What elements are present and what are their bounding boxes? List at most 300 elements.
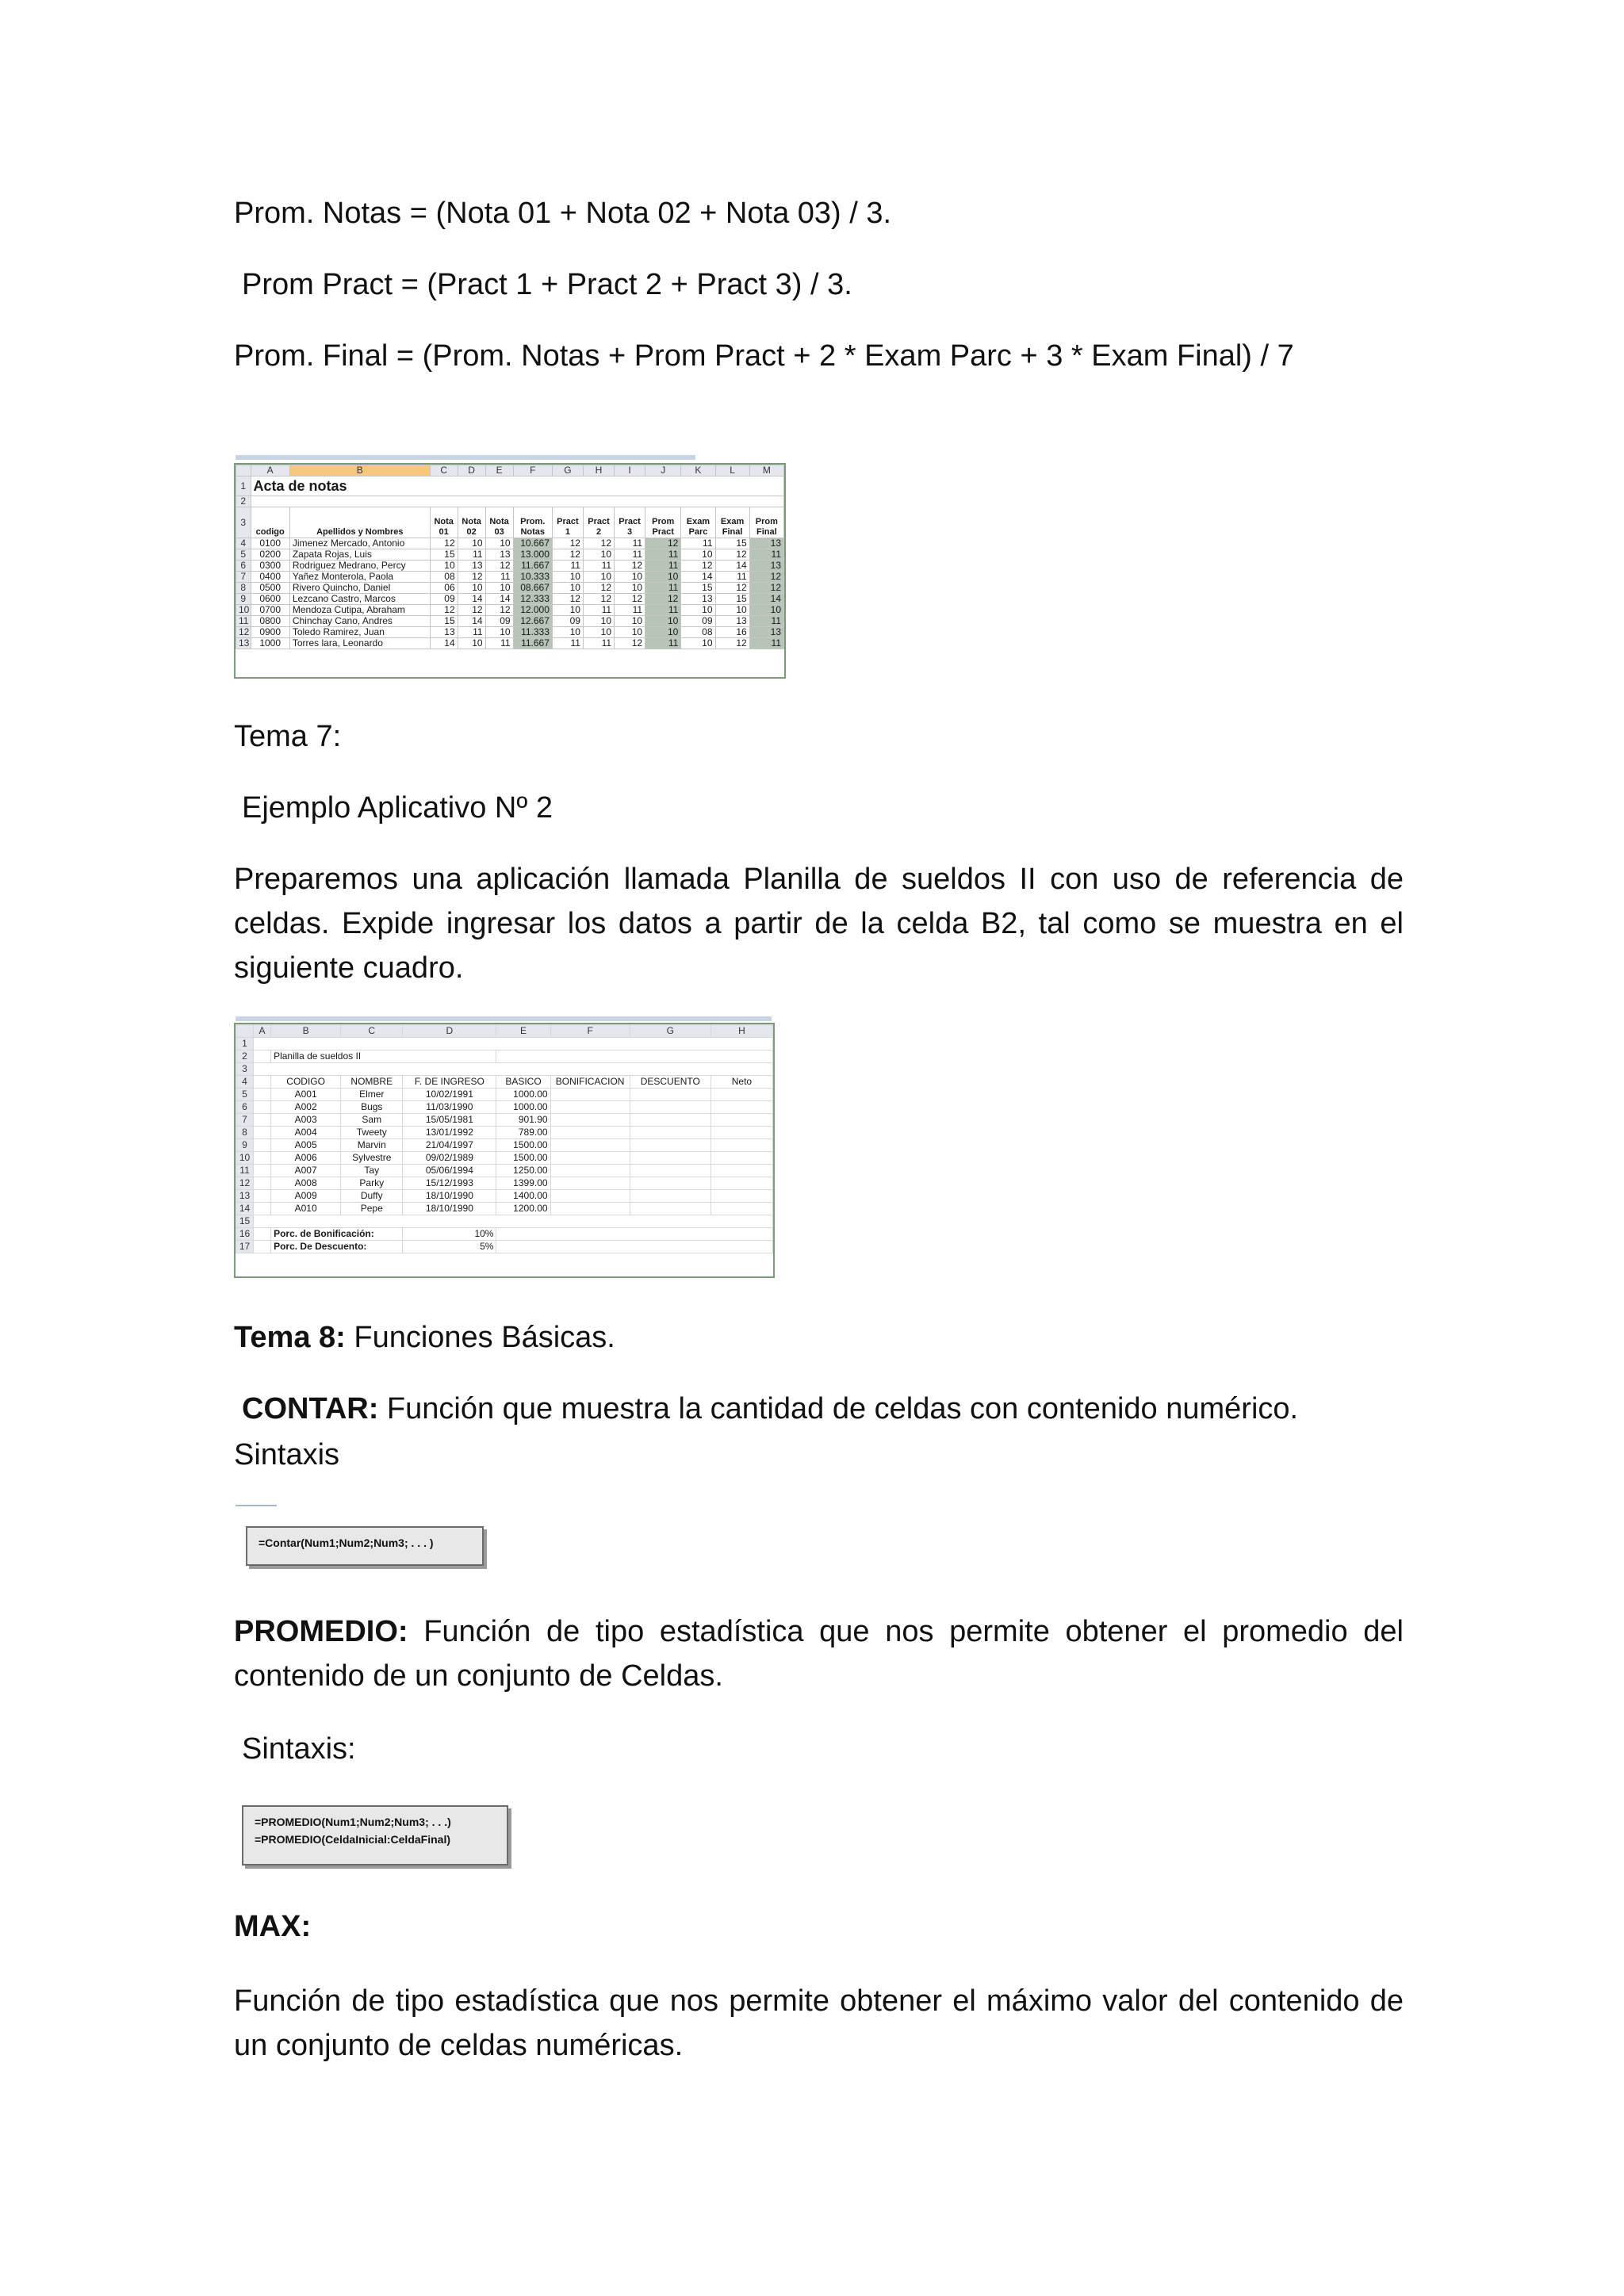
column-header: H bbox=[710, 1025, 772, 1038]
column-header: D bbox=[458, 465, 485, 476]
table-cell: 14 bbox=[749, 594, 783, 605]
column-header: A bbox=[251, 465, 289, 476]
table-cell: 10 bbox=[552, 572, 583, 583]
header-row bbox=[236, 507, 784, 538]
table-cell bbox=[630, 1165, 710, 1177]
descuento-row: 17 Porc. De Descuento: 5% bbox=[236, 1241, 773, 1253]
table-cell: 15 bbox=[430, 616, 458, 627]
table-body bbox=[236, 1089, 773, 1215]
table-cell bbox=[254, 1139, 271, 1152]
table-cell: 0300 bbox=[251, 561, 289, 572]
table-cell: 11 bbox=[645, 583, 681, 594]
row-number: 10 bbox=[236, 1152, 254, 1165]
table-cell: 10 bbox=[552, 583, 583, 594]
table-cell bbox=[550, 1127, 630, 1139]
table-cell: 13 bbox=[430, 627, 458, 638]
table-cell: Sam bbox=[341, 1114, 403, 1127]
table-cell: 1000.00 bbox=[496, 1101, 550, 1114]
table-cell: 15 bbox=[715, 594, 749, 605]
table-cell: 12 bbox=[552, 538, 583, 549]
promedio-description bbox=[234, 1609, 1404, 1698]
table-cell: Tweety bbox=[341, 1127, 403, 1139]
table-cell: 10 bbox=[485, 538, 513, 549]
promedio-text: Función de tipo estadística que nos permite obtener el promedio del contenido de un conjunto de Celdas. bbox=[234, 1615, 1404, 1693]
column-header: F bbox=[513, 465, 552, 476]
corner-cell bbox=[236, 465, 251, 476]
table-row bbox=[236, 1177, 773, 1190]
table-cell: 0800 bbox=[251, 616, 289, 627]
table-cell: 15/12/1993 bbox=[403, 1177, 496, 1190]
table-cell: 13 bbox=[749, 538, 783, 549]
table-cell: 09 bbox=[552, 616, 583, 627]
table-cell: Jimenez Mercado, Antonio bbox=[289, 538, 430, 549]
table-cell: 12 bbox=[430, 605, 458, 616]
table-cell: A004 bbox=[271, 1127, 341, 1139]
table-cell bbox=[550, 1152, 630, 1165]
table-cell: 13 bbox=[485, 549, 513, 561]
table-cell: 1000 bbox=[251, 638, 289, 649]
column-title: BASICO bbox=[496, 1076, 550, 1089]
title-row bbox=[236, 476, 784, 496]
sheet-toolbar-strip bbox=[236, 1016, 772, 1021]
table-row bbox=[236, 1089, 773, 1101]
row-number: 1 bbox=[236, 476, 251, 496]
row-number: 8 bbox=[236, 1127, 254, 1139]
table-cell: 0900 bbox=[251, 627, 289, 638]
table-cell bbox=[550, 1165, 630, 1177]
table-row bbox=[236, 638, 784, 649]
table-cell: 12 bbox=[615, 594, 645, 605]
contar-name: CONTAR: bbox=[242, 1392, 379, 1425]
table-cell: 06 bbox=[430, 583, 458, 594]
column-header: C bbox=[430, 465, 458, 476]
table-cell: 09 bbox=[485, 616, 513, 627]
table-cell: 12 bbox=[458, 605, 485, 616]
descuento-label: Porc. De Descuento: bbox=[271, 1241, 403, 1253]
row-number: 4 bbox=[236, 1076, 254, 1089]
table-cell: 10/02/1991 bbox=[403, 1089, 496, 1101]
table-cell: 09 bbox=[681, 616, 715, 627]
table-cell bbox=[630, 1089, 710, 1101]
table-cell: 10 bbox=[681, 605, 715, 616]
contar-text: Función que muestra la cantidad de celdas con contenido numérico. bbox=[378, 1392, 1299, 1425]
table-cell: 21/04/1997 bbox=[403, 1139, 496, 1152]
table-cell: 10 bbox=[485, 627, 513, 638]
table-cell: A006 bbox=[271, 1152, 341, 1165]
table-cell bbox=[254, 1101, 271, 1114]
bonificacion-value: 10% bbox=[403, 1228, 496, 1241]
table-cell: Bugs bbox=[341, 1101, 403, 1114]
table-row bbox=[236, 583, 784, 594]
corner-cell bbox=[236, 1025, 254, 1038]
table-cell: 0100 bbox=[251, 538, 289, 549]
contar-description bbox=[242, 1387, 1404, 1431]
table-cell: 11 bbox=[645, 549, 681, 561]
blank-row bbox=[236, 496, 784, 507]
table-cell: 11 bbox=[485, 638, 513, 649]
table-row bbox=[236, 1127, 773, 1139]
table-cell bbox=[550, 1089, 630, 1101]
row-number: 8 bbox=[236, 583, 251, 594]
table-row bbox=[236, 1139, 773, 1152]
table-cell: 12 bbox=[485, 561, 513, 572]
column-header: D bbox=[403, 1025, 496, 1038]
row-number: 13 bbox=[236, 1190, 254, 1203]
header-row bbox=[236, 1076, 773, 1089]
column-header: C bbox=[341, 1025, 403, 1038]
planilla-sueldos-table bbox=[236, 1024, 773, 1253]
table-cell: 12 bbox=[749, 583, 783, 594]
table-cell: 12 bbox=[749, 572, 783, 583]
row-number: 2 bbox=[236, 496, 251, 507]
row-number: 3 bbox=[236, 507, 251, 538]
table-cell: 11 bbox=[615, 538, 645, 549]
table-cell: 11.667 bbox=[513, 638, 552, 649]
column-title: Prom Pract bbox=[645, 507, 681, 538]
table-cell: 10 bbox=[749, 605, 783, 616]
column-title: BONIFICACION bbox=[550, 1076, 630, 1089]
row-number: 9 bbox=[236, 594, 251, 605]
table-cell: 0200 bbox=[251, 549, 289, 561]
column-title: codigo bbox=[251, 507, 289, 538]
table-cell: 10 bbox=[681, 638, 715, 649]
table-cell: A002 bbox=[271, 1101, 341, 1114]
table-cell bbox=[550, 1177, 630, 1190]
table-cell: 10 bbox=[583, 572, 614, 583]
table-cell: 11/03/1990 bbox=[403, 1101, 496, 1114]
table-cell: 18/10/1990 bbox=[403, 1203, 496, 1215]
table-cell: 11 bbox=[645, 561, 681, 572]
table-cell: 12 bbox=[715, 549, 749, 561]
table-cell: 1000.00 bbox=[496, 1089, 550, 1101]
max-description: Función de tipo estadística que nos permite obtener el máximo valor del contenido de un conjunto de celdas numéricas. bbox=[234, 1984, 1404, 2062]
table-row bbox=[236, 594, 784, 605]
table-cell: 10 bbox=[552, 605, 583, 616]
column-header: L bbox=[715, 465, 749, 476]
table-cell: 15 bbox=[681, 583, 715, 594]
table-cell: 10 bbox=[458, 583, 485, 594]
table-cell bbox=[550, 1190, 630, 1203]
table-cell: Elmer bbox=[341, 1089, 403, 1101]
column-title: Nota 03 bbox=[485, 507, 513, 538]
row-number: 7 bbox=[236, 572, 251, 583]
row-number: 9 bbox=[236, 1139, 254, 1152]
promedio-name: PROMEDIO: bbox=[234, 1615, 408, 1648]
column-title: Neto bbox=[710, 1076, 772, 1089]
table-cell: 10 bbox=[615, 616, 645, 627]
table-row bbox=[236, 605, 784, 616]
table-cell: Rivero Quincho, Daniel bbox=[289, 583, 430, 594]
table-cell: 13 bbox=[749, 627, 783, 638]
table-cell: Pepe bbox=[341, 1203, 403, 1215]
blank-row: 1 bbox=[236, 1038, 773, 1050]
table-cell: 11.333 bbox=[513, 627, 552, 638]
table-cell: A007 bbox=[271, 1165, 341, 1177]
column-header: G bbox=[630, 1025, 710, 1038]
table-cell: 12 bbox=[583, 583, 614, 594]
promedio-syntax-box bbox=[242, 1805, 508, 1866]
table-cell: 13 bbox=[681, 594, 715, 605]
table-cell: 10 bbox=[458, 538, 485, 549]
table-cell: 10 bbox=[715, 605, 749, 616]
table-cell: 10.667 bbox=[513, 538, 552, 549]
column-title: DESCUENTO bbox=[630, 1076, 710, 1089]
table-cell: 10 bbox=[615, 583, 645, 594]
descuento-value: 5% bbox=[403, 1241, 496, 1253]
table-cell: 12 bbox=[430, 538, 458, 549]
tema7-paragraph: Preparemos una aplicación llamada Planilla de sueldos II con uso de referencia de celdas. Expide ingresar los datos a partir de la celda B2, tal como se muestra en el siguiente cuadro. bbox=[234, 863, 1404, 985]
row-number: 4 bbox=[236, 538, 251, 549]
table-cell: Mendoza Cutipa, Abraham bbox=[289, 605, 430, 616]
column-header: J bbox=[645, 465, 681, 476]
table-cell: 11 bbox=[615, 549, 645, 561]
planilla-sueldos-spreadsheet bbox=[234, 1023, 775, 1278]
table-cell: 10 bbox=[458, 638, 485, 649]
table-cell bbox=[710, 1127, 772, 1139]
table-row bbox=[236, 616, 784, 627]
table-cell bbox=[630, 1139, 710, 1152]
table-cell: 11 bbox=[749, 549, 783, 561]
table-cell: 09/02/1989 bbox=[403, 1152, 496, 1165]
table-cell bbox=[630, 1190, 710, 1203]
table-cell bbox=[630, 1152, 710, 1165]
table-cell bbox=[710, 1177, 772, 1190]
tema8-heading bbox=[234, 1315, 615, 1360]
row-number: 12 bbox=[236, 627, 251, 638]
table-cell: A010 bbox=[271, 1203, 341, 1215]
table-row bbox=[236, 1165, 773, 1177]
table-cell: 1500.00 bbox=[496, 1152, 550, 1165]
table-cell: Tay bbox=[341, 1165, 403, 1177]
column-title: Nota 02 bbox=[458, 507, 485, 538]
column-header: A bbox=[254, 1025, 271, 1038]
row-number: 7 bbox=[236, 1114, 254, 1127]
table-cell: 05/06/1994 bbox=[403, 1165, 496, 1177]
sheet-toolbar-strip bbox=[236, 455, 695, 460]
table-cell: 901.90 bbox=[496, 1114, 550, 1127]
table-row bbox=[236, 572, 784, 583]
table-cell: 14 bbox=[430, 638, 458, 649]
max-name: MAX: bbox=[234, 1910, 312, 1943]
table-cell: Parky bbox=[341, 1177, 403, 1190]
table-cell: 13 bbox=[458, 561, 485, 572]
row-number: 11 bbox=[236, 616, 251, 627]
table-cell bbox=[630, 1177, 710, 1190]
table-cell: 14 bbox=[681, 572, 715, 583]
row-number: 12 bbox=[236, 1177, 254, 1190]
table-row bbox=[236, 627, 784, 638]
table-cell bbox=[710, 1152, 772, 1165]
table-cell: 16 bbox=[715, 627, 749, 638]
table-cell: 10 bbox=[485, 583, 513, 594]
table-cell bbox=[630, 1101, 710, 1114]
row-number: 5 bbox=[236, 1089, 254, 1101]
table-cell: 08.667 bbox=[513, 583, 552, 594]
row-number: 11 bbox=[236, 1165, 254, 1177]
table-cell bbox=[630, 1114, 710, 1127]
column-title: Exam Parc bbox=[681, 507, 715, 538]
table-cell: 14 bbox=[715, 561, 749, 572]
table-cell: 12 bbox=[645, 594, 681, 605]
table-cell: 12.000 bbox=[513, 605, 552, 616]
table-cell bbox=[550, 1203, 630, 1215]
table-cell: 10 bbox=[583, 616, 614, 627]
table-row bbox=[236, 549, 784, 561]
bonificacion-row: 16 Porc. de Bonificación: 10% bbox=[236, 1228, 773, 1241]
table-cell: 13 bbox=[749, 561, 783, 572]
table-cell: 11 bbox=[552, 638, 583, 649]
table-cell: 08 bbox=[430, 572, 458, 583]
table-cell: Yañez Monterola, Paola bbox=[289, 572, 430, 583]
table-cell: 10.333 bbox=[513, 572, 552, 583]
tema8-heading-rest: Funciones Básicas. bbox=[345, 1321, 615, 1354]
table-cell: Rodriguez Medrano, Percy bbox=[289, 561, 430, 572]
column-title: Nota 01 bbox=[430, 507, 458, 538]
table-cell: 12 bbox=[681, 561, 715, 572]
table-cell: A001 bbox=[271, 1089, 341, 1101]
row-number: 5 bbox=[236, 549, 251, 561]
column-title: F. DE INGRESO bbox=[403, 1076, 496, 1089]
column-header: E bbox=[485, 465, 513, 476]
table-cell: Duffy bbox=[341, 1190, 403, 1203]
table-cell: 11 bbox=[485, 572, 513, 583]
column-title: Prom. Notas bbox=[513, 507, 552, 538]
table-cell bbox=[254, 1127, 271, 1139]
table-cell: Sylvestre bbox=[341, 1152, 403, 1165]
table-cell: 11 bbox=[552, 561, 583, 572]
table-cell: Lezcano Castro, Marcos bbox=[289, 594, 430, 605]
table-cell: 0500 bbox=[251, 583, 289, 594]
table-cell bbox=[630, 1127, 710, 1139]
table-cell: 14 bbox=[485, 594, 513, 605]
table-cell: 12 bbox=[552, 594, 583, 605]
acta-de-notas-table bbox=[236, 465, 784, 649]
table-cell: A008 bbox=[271, 1177, 341, 1190]
table-cell: A003 bbox=[271, 1114, 341, 1127]
column-header: F bbox=[550, 1025, 630, 1038]
table-cell: 11 bbox=[645, 605, 681, 616]
sheet-title: Acta de notas bbox=[251, 476, 784, 496]
table-cell: 789.00 bbox=[496, 1127, 550, 1139]
table-cell: 10 bbox=[681, 549, 715, 561]
divider-line bbox=[236, 1505, 277, 1506]
table-cell: Torres lara, Leonardo bbox=[289, 638, 430, 649]
tema8-heading-bold: Tema 8: bbox=[234, 1321, 346, 1354]
contar-syntax: =Contar(Num1;Num2;Num3; . . . ) bbox=[259, 1536, 434, 1549]
column-header-row bbox=[236, 465, 784, 476]
promedio-syntax-1: =PROMEDIO(Num1;Num2;Num3; . . .) bbox=[255, 1816, 451, 1828]
table-cell: 0400 bbox=[251, 572, 289, 583]
table-cell: 13/01/1992 bbox=[403, 1127, 496, 1139]
table-cell bbox=[254, 1089, 271, 1101]
table-cell bbox=[254, 1190, 271, 1203]
table-row bbox=[236, 1114, 773, 1127]
blank-row: 3 bbox=[236, 1063, 773, 1076]
table-cell: 15/05/1981 bbox=[403, 1114, 496, 1127]
column-title: Prom Final bbox=[749, 507, 783, 538]
column-title: NOMBRE bbox=[341, 1076, 403, 1089]
formula-prom-pract: Prom Pract = (Pract 1 + Pract 2 + Pract 3) / 3. bbox=[242, 268, 852, 301]
table-cell: 13 bbox=[715, 616, 749, 627]
column-header-row bbox=[236, 1025, 773, 1038]
table-cell bbox=[550, 1114, 630, 1127]
table-row bbox=[236, 1152, 773, 1165]
table-cell: 12 bbox=[583, 538, 614, 549]
table-cell: 11 bbox=[458, 627, 485, 638]
max-heading bbox=[234, 1904, 311, 1949]
table-cell: 12.667 bbox=[513, 616, 552, 627]
table-cell: 12 bbox=[485, 605, 513, 616]
table-cell: 11 bbox=[583, 638, 614, 649]
column-title: Apellidos y Nombres bbox=[289, 507, 430, 538]
column-header: H bbox=[583, 465, 614, 476]
column-title: Exam Final bbox=[715, 507, 749, 538]
table-cell bbox=[630, 1203, 710, 1215]
table-cell: 1500.00 bbox=[496, 1139, 550, 1152]
table-cell bbox=[710, 1203, 772, 1215]
table-cell: 11 bbox=[583, 605, 614, 616]
formula-prom-final: Prom. Final = (Prom. Notas + Prom Pract + 2 * Exam Parc + 3 * Exam Final) / 7 bbox=[234, 339, 1294, 373]
table-cell: 10 bbox=[552, 627, 583, 638]
column-header: G bbox=[552, 465, 583, 476]
table-cell: A005 bbox=[271, 1139, 341, 1152]
table-cell: 09 bbox=[430, 594, 458, 605]
table-cell: Marvin bbox=[341, 1139, 403, 1152]
sheet-title: Planilla de sueldos II bbox=[271, 1050, 496, 1063]
table-cell: 1400.00 bbox=[496, 1190, 550, 1203]
table-cell: 10 bbox=[645, 616, 681, 627]
table-row bbox=[236, 1101, 773, 1114]
table-cell bbox=[254, 1152, 271, 1165]
table-cell: 0700 bbox=[251, 605, 289, 616]
table-cell: 10 bbox=[645, 572, 681, 583]
table-cell bbox=[710, 1190, 772, 1203]
table-cell: 11.667 bbox=[513, 561, 552, 572]
table-cell bbox=[710, 1165, 772, 1177]
row-number: 6 bbox=[236, 561, 251, 572]
table-cell bbox=[550, 1139, 630, 1152]
table-cell: 12 bbox=[715, 638, 749, 649]
column-title: Pract 3 bbox=[615, 507, 645, 538]
acta-de-notas-spreadsheet bbox=[234, 463, 786, 679]
table-cell: Toledo Ramirez, Juan bbox=[289, 627, 430, 638]
table-cell: 0600 bbox=[251, 594, 289, 605]
table-cell bbox=[254, 1177, 271, 1190]
table-cell bbox=[254, 1076, 271, 1089]
table-cell: 10 bbox=[615, 627, 645, 638]
row-number: 14 bbox=[236, 1203, 254, 1215]
table-cell: 10 bbox=[430, 561, 458, 572]
table-cell: 12 bbox=[645, 538, 681, 549]
column-header: K bbox=[681, 465, 715, 476]
promedio-syntax-label: Sintaxis: bbox=[242, 1732, 356, 1766]
table-cell: 08 bbox=[681, 627, 715, 638]
table-cell: 12 bbox=[552, 549, 583, 561]
table-cell: 11 bbox=[645, 638, 681, 649]
table-cell: 11 bbox=[715, 572, 749, 583]
table-cell: 10 bbox=[583, 627, 614, 638]
row-number: 13 bbox=[236, 638, 251, 649]
table-cell: 12.333 bbox=[513, 594, 552, 605]
table-cell bbox=[710, 1089, 772, 1101]
tema7-example-title: Ejemplo Aplicativo Nº 2 bbox=[242, 791, 553, 825]
table-cell: 11 bbox=[583, 561, 614, 572]
row-number: 10 bbox=[236, 605, 251, 616]
table-cell: 11 bbox=[749, 638, 783, 649]
table-cell: 10 bbox=[615, 572, 645, 583]
table-cell: 10 bbox=[583, 549, 614, 561]
table-row bbox=[236, 1190, 773, 1203]
